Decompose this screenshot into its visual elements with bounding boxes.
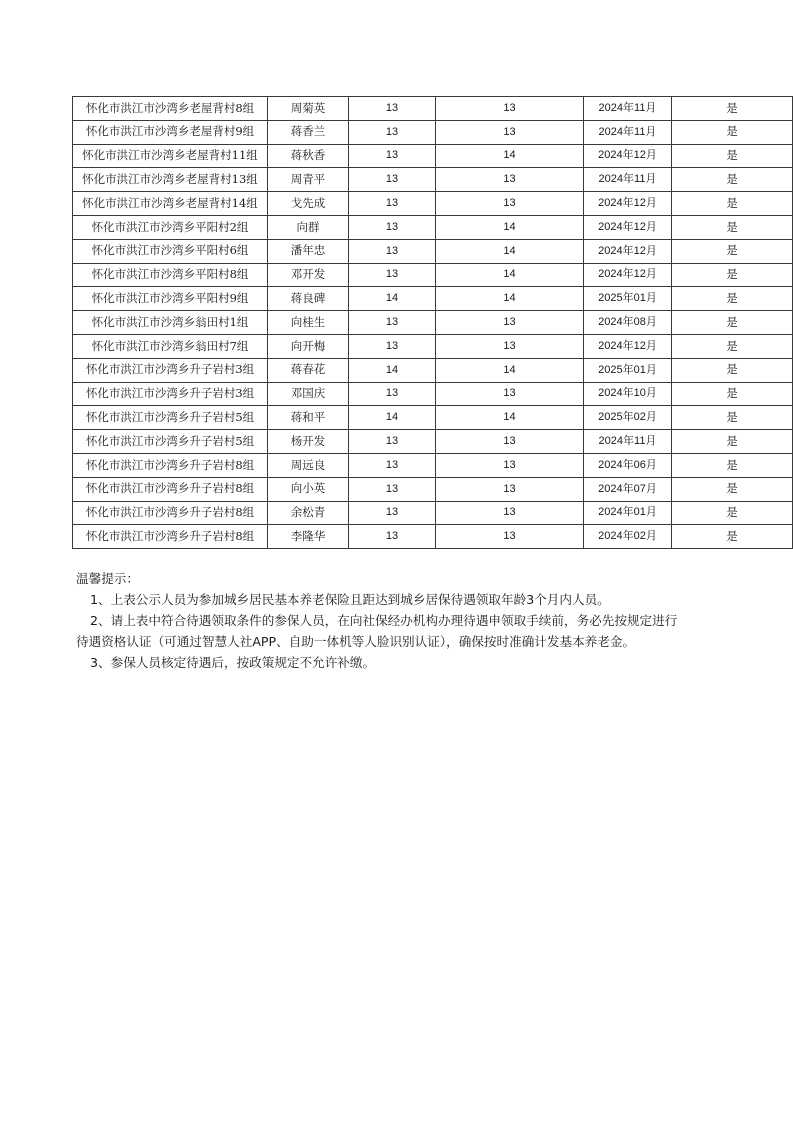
status-flag-cell: 是 xyxy=(672,192,793,216)
table-row xyxy=(73,311,793,335)
address-cell: 怀化市洪江市沙湾乡平阳村9组 xyxy=(73,287,268,311)
address-cell: 怀化市洪江市沙湾乡升子岩村8组 xyxy=(73,501,268,525)
status-flag-cell: 是 xyxy=(672,453,793,477)
status-flag-cell: 是 xyxy=(672,239,793,263)
count-cell-b: 14 xyxy=(436,263,584,287)
count-cell-a: 13 xyxy=(349,382,436,406)
name-cell: 蒋春花 xyxy=(268,358,349,382)
status-flag-cell: 是 xyxy=(672,97,793,121)
table-row xyxy=(73,215,793,239)
eligibility-date-cell: 2024年02月 xyxy=(584,525,672,549)
status-flag-cell: 是 xyxy=(672,168,793,192)
eligibility-date-cell: 2025年01月 xyxy=(584,287,672,311)
eligibility-date-cell: 2024年08月 xyxy=(584,311,672,335)
status-flag-cell: 是 xyxy=(672,120,793,144)
eligibility-date-cell: 2025年01月 xyxy=(584,358,672,382)
eligibility-date-cell: 2024年01月 xyxy=(584,501,672,525)
table-row xyxy=(73,168,793,192)
name-cell: 李隆华 xyxy=(268,525,349,549)
status-flag-cell: 是 xyxy=(672,215,793,239)
count-cell-b: 13 xyxy=(436,120,584,144)
count-cell-a: 13 xyxy=(349,215,436,239)
address-cell: 怀化市洪江市沙湾乡老屋背村9组 xyxy=(73,120,268,144)
name-cell: 戈先成 xyxy=(268,192,349,216)
status-flag-cell: 是 xyxy=(672,263,793,287)
name-cell: 余松青 xyxy=(268,501,349,525)
count-cell-a: 13 xyxy=(349,120,436,144)
name-cell: 蒋香兰 xyxy=(268,120,349,144)
table-row xyxy=(73,120,793,144)
count-cell-b: 13 xyxy=(436,430,584,454)
name-cell: 蒋秋香 xyxy=(268,144,349,168)
address-cell: 怀化市洪江市沙湾乡老屋背村14组 xyxy=(73,192,268,216)
note-item-2-line-2: 待遇资格认证（可通过智慧人社APP、自助一体机等人脸识别认证），确保按时准确计发基本养老金。 xyxy=(76,634,636,649)
address-cell: 怀化市洪江市沙湾乡老屋背村13组 xyxy=(73,168,268,192)
status-flag-cell: 是 xyxy=(672,287,793,311)
name-cell: 周远良 xyxy=(268,453,349,477)
status-flag-cell: 是 xyxy=(672,334,793,358)
table-row xyxy=(73,239,793,263)
name-cell: 蒋和平 xyxy=(268,406,349,430)
status-flag-cell: 是 xyxy=(672,144,793,168)
count-cell-b: 13 xyxy=(436,525,584,549)
count-cell-b: 13 xyxy=(436,192,584,216)
name-cell: 向小英 xyxy=(268,477,349,501)
table-row xyxy=(73,358,793,382)
eligibility-date-cell: 2024年12月 xyxy=(584,239,672,263)
count-cell-b: 13 xyxy=(436,501,584,525)
count-cell-b: 13 xyxy=(436,97,584,121)
address-cell: 怀化市洪江市沙湾乡老屋背村11组 xyxy=(73,144,268,168)
table-row xyxy=(73,192,793,216)
count-cell-a: 14 xyxy=(349,358,436,382)
note-item-1: 1、上表公示人员为参加城乡居民基本养老保险且距达到城乡居保待遇领取年龄3个月内人员。 xyxy=(90,592,610,607)
address-cell: 怀化市洪江市沙湾乡平阳村2组 xyxy=(73,215,268,239)
address-cell: 怀化市洪江市沙湾乡升子岩村8组 xyxy=(73,453,268,477)
eligibility-date-cell: 2024年12月 xyxy=(584,263,672,287)
count-cell-b: 13 xyxy=(436,168,584,192)
address-cell: 怀化市洪江市沙湾乡升子岩村3组 xyxy=(73,382,268,406)
table-row xyxy=(73,501,793,525)
count-cell-a: 13 xyxy=(349,192,436,216)
status-flag-cell: 是 xyxy=(672,406,793,430)
eligibility-date-cell: 2025年02月 xyxy=(584,406,672,430)
name-cell: 邓国庆 xyxy=(268,382,349,406)
eligibility-date-cell: 2024年11月 xyxy=(584,430,672,454)
notes-heading: 温馨提示： xyxy=(76,571,139,586)
count-cell-b: 14 xyxy=(436,144,584,168)
address-cell: 怀化市洪江市沙湾乡平阳村6组 xyxy=(73,239,268,263)
eligibility-date-cell: 2024年10月 xyxy=(584,382,672,406)
status-flag-cell: 是 xyxy=(672,525,793,549)
count-cell-a: 13 xyxy=(349,239,436,263)
address-cell: 怀化市洪江市沙湾乡升子岩村5组 xyxy=(73,430,268,454)
count-cell-a: 13 xyxy=(349,477,436,501)
status-flag-cell: 是 xyxy=(672,477,793,501)
table-row xyxy=(73,287,793,311)
count-cell-a: 13 xyxy=(349,263,436,287)
address-cell: 怀化市洪江市沙湾乡翁田村1组 xyxy=(73,311,268,335)
status-flag-cell: 是 xyxy=(672,382,793,406)
eligibility-date-cell: 2024年12月 xyxy=(584,334,672,358)
count-cell-b: 13 xyxy=(436,382,584,406)
eligibility-date-cell: 2024年12月 xyxy=(584,215,672,239)
eligibility-date-cell: 2024年12月 xyxy=(584,192,672,216)
status-flag-cell: 是 xyxy=(672,311,793,335)
table-row xyxy=(73,477,793,501)
count-cell-a: 14 xyxy=(349,287,436,311)
reminder-notes xyxy=(76,568,720,673)
count-cell-a: 13 xyxy=(349,525,436,549)
name-cell: 周菊英 xyxy=(268,97,349,121)
count-cell-a: 14 xyxy=(349,406,436,430)
name-cell: 潘年忠 xyxy=(268,239,349,263)
eligibility-date-cell: 2024年11月 xyxy=(584,97,672,121)
count-cell-b: 13 xyxy=(436,453,584,477)
eligibility-date-cell: 2024年11月 xyxy=(584,120,672,144)
address-cell: 怀化市洪江市沙湾乡升子岩村3组 xyxy=(73,358,268,382)
table-row xyxy=(73,97,793,121)
count-cell-a: 13 xyxy=(349,334,436,358)
count-cell-a: 13 xyxy=(349,453,436,477)
status-flag-cell: 是 xyxy=(672,430,793,454)
pension-roster-table xyxy=(72,96,793,549)
address-cell: 怀化市洪江市沙湾乡升子岩村5组 xyxy=(73,406,268,430)
address-cell: 怀化市洪江市沙湾乡老屋背村8组 xyxy=(73,97,268,121)
table-row xyxy=(73,263,793,287)
note-item-2-line-1: 2、请上表中符合待遇领取条件的参保人员，在向社保经办机构办理待遇申领取手续前，务必先按规定进行 xyxy=(90,613,678,628)
eligibility-date-cell: 2024年06月 xyxy=(584,453,672,477)
table-row xyxy=(73,430,793,454)
count-cell-a: 13 xyxy=(349,311,436,335)
address-cell: 怀化市洪江市沙湾乡升子岩村8组 xyxy=(73,525,268,549)
address-cell: 怀化市洪江市沙湾乡平阳村8组 xyxy=(73,263,268,287)
name-cell: 周青平 xyxy=(268,168,349,192)
status-flag-cell: 是 xyxy=(672,501,793,525)
count-cell-b: 14 xyxy=(436,358,584,382)
note-item-3: 3、参保人员核定待遇后，按政策规定不允许补缴。 xyxy=(90,655,376,670)
count-cell-a: 13 xyxy=(349,501,436,525)
name-cell: 向开梅 xyxy=(268,334,349,358)
count-cell-a: 13 xyxy=(349,168,436,192)
roster-table-body xyxy=(73,97,793,549)
count-cell-a: 13 xyxy=(349,430,436,454)
name-cell: 邓开发 xyxy=(268,263,349,287)
name-cell: 杨开发 xyxy=(268,430,349,454)
eligibility-date-cell: 2024年07月 xyxy=(584,477,672,501)
count-cell-b: 14 xyxy=(436,239,584,263)
status-flag-cell: 是 xyxy=(672,358,793,382)
eligibility-date-cell: 2024年11月 xyxy=(584,168,672,192)
address-cell: 怀化市洪江市沙湾乡翁田村7组 xyxy=(73,334,268,358)
table-row xyxy=(73,144,793,168)
count-cell-b: 13 xyxy=(436,334,584,358)
name-cell: 蒋良碑 xyxy=(268,287,349,311)
table-row xyxy=(73,453,793,477)
count-cell-b: 14 xyxy=(436,406,584,430)
count-cell-b: 13 xyxy=(436,311,584,335)
table-row xyxy=(73,382,793,406)
table-row xyxy=(73,525,793,549)
address-cell: 怀化市洪江市沙湾乡升子岩村8组 xyxy=(73,477,268,501)
table-row xyxy=(73,406,793,430)
count-cell-a: 13 xyxy=(349,97,436,121)
count-cell-b: 14 xyxy=(436,215,584,239)
name-cell: 向桂生 xyxy=(268,311,349,335)
table-row xyxy=(73,334,793,358)
count-cell-a: 13 xyxy=(349,144,436,168)
eligibility-date-cell: 2024年12月 xyxy=(584,144,672,168)
name-cell: 向群 xyxy=(268,215,349,239)
count-cell-b: 13 xyxy=(436,477,584,501)
count-cell-b: 14 xyxy=(436,287,584,311)
